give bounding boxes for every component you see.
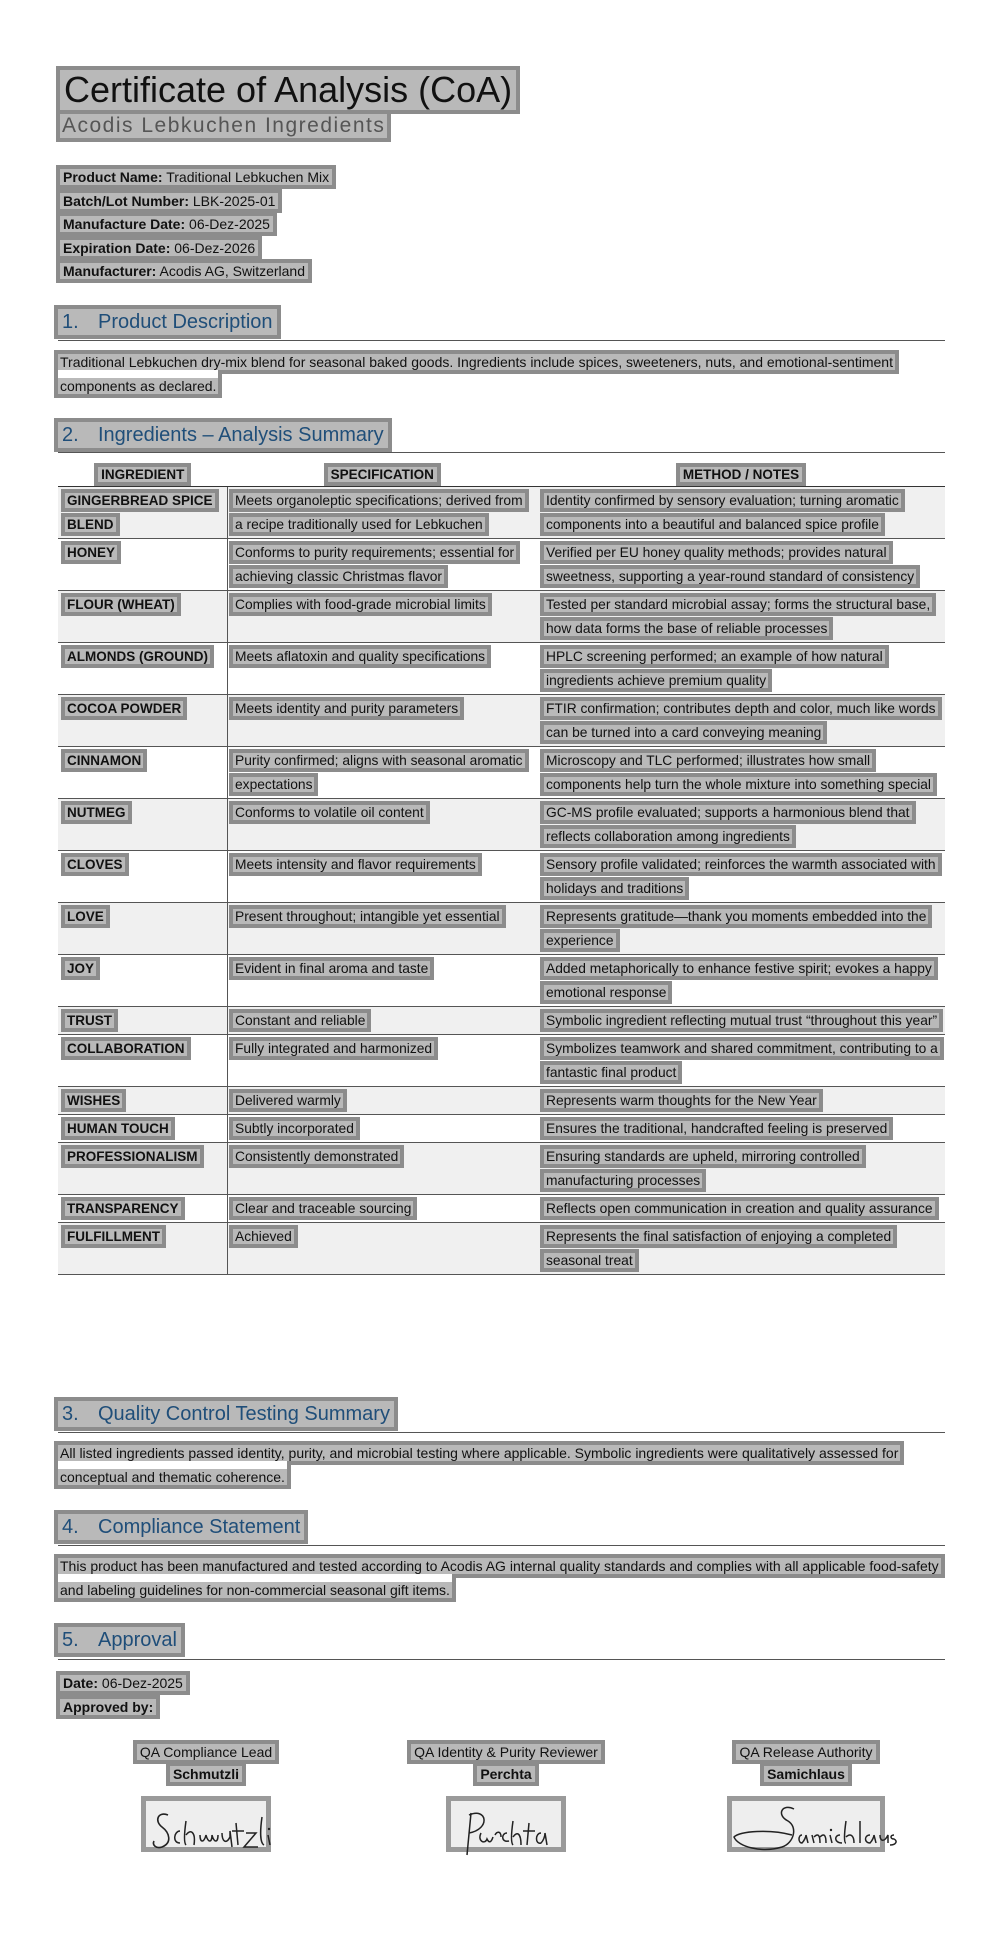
- table-row: [58, 903, 945, 955]
- approver-name: Perchta: [477, 1766, 534, 1782]
- table-row: [58, 1143, 945, 1195]
- method-notes-cell: [537, 1115, 945, 1143]
- method-notes-cell: [537, 695, 945, 747]
- manufacture-date-field: Manufacture Date: 06-Dez-2025: [60, 216, 273, 232]
- signature-samichlaus-icon: [722, 1791, 900, 1867]
- header-method-notes: METHOD / NOTES: [537, 462, 945, 487]
- specification-cell-text: Complies with food-grade microbial limits: [235, 597, 486, 612]
- table-row: [58, 643, 945, 695]
- ingredient-cell-text: HUMAN TOUCH: [67, 1121, 169, 1136]
- specification-cell-text: Present throughout; intangible yet essential: [235, 909, 500, 924]
- method-notes-cell: [537, 799, 945, 851]
- specification-cell-text: Conforms to purity requirements; essential for achieving classic Christmas flavor: [235, 545, 515, 584]
- signature-samichlaus: [727, 1796, 885, 1852]
- method-notes-cell-text: FTIR confirmation; contributes depth and color, much like words can be turned into a card conveying meaning: [546, 701, 936, 740]
- ingredient-cell-text: COLLABORATION: [67, 1041, 185, 1056]
- approved-by-label: Approved by:: [60, 1699, 156, 1715]
- approver-compliance-lead: [86, 1742, 326, 1852]
- section-3-rule: [58, 1432, 945, 1433]
- ingredient-cell: [58, 851, 228, 903]
- specification-cell: [228, 695, 538, 747]
- specification-cell: [228, 799, 538, 851]
- ingredient-cell: [58, 903, 228, 955]
- method-notes-cell: [537, 591, 945, 643]
- ingredient-cell: [58, 487, 228, 539]
- table-row: [58, 487, 945, 539]
- ingredient-cell: [58, 1143, 228, 1195]
- method-notes-cell: [537, 1143, 945, 1195]
- specification-cell: [228, 1195, 538, 1223]
- specification-cell-text: Clear and traceable sourcing: [235, 1201, 412, 1216]
- approver-release-authority: [686, 1742, 926, 1852]
- table-header-row: [58, 462, 945, 487]
- ingredient-cell: [58, 747, 228, 799]
- method-notes-cell-text: Microscopy and TLC performed; illustrates how small components help turn the whole mixture into something special: [546, 753, 931, 792]
- table-row: [58, 799, 945, 851]
- ingredient-cell-text: JOY: [67, 961, 95, 976]
- method-notes-cell-text: Represents the final satisfaction of enjoying a completed seasonal treat: [546, 1229, 892, 1268]
- specification-cell: [228, 1087, 538, 1115]
- section-4-rule: [58, 1545, 945, 1546]
- ingredient-cell-text: TRUST: [67, 1013, 112, 1028]
- ingredient-cell-text: FULFILLMENT: [67, 1229, 160, 1244]
- section-4-heading: 4. Compliance Statement: [58, 1514, 304, 1540]
- method-notes-cell-text: Represents gratitude—thank you moments embedded into the experience: [546, 909, 927, 948]
- expiration-date-field: Expiration Date: 06-Dez-2026: [60, 240, 258, 256]
- method-notes-cell: [537, 747, 945, 799]
- method-notes-cell-text: GC-MS profile evaluated; supports a harmonious blend that reflects collaboration among ingredients: [546, 805, 910, 844]
- method-notes-cell: [537, 539, 945, 591]
- method-notes-cell-text: Added metaphorically to enhance festive spirit; evokes a happy emotional response: [546, 961, 932, 1000]
- table-row: [58, 591, 945, 643]
- approver-role: QA Release Authority: [736, 1744, 875, 1760]
- manufacturer-field: Manufacturer: Acodis AG, Switzerland: [60, 263, 308, 279]
- ingredient-cell: [58, 643, 228, 695]
- method-notes-cell-text: Symbolizes teamwork and shared commitment, contributing to a fantastic final product: [546, 1041, 938, 1080]
- page-title: Certificate of Analysis (CoA): [60, 70, 516, 110]
- ingredient-cell-text: COCOA POWDER: [67, 701, 182, 716]
- specification-cell: [228, 1035, 538, 1087]
- header-ingredient: INGREDIENT: [58, 462, 228, 487]
- ingredient-cell-text: ALMONDS (GROUND): [67, 649, 208, 664]
- specification-cell: [228, 1143, 538, 1195]
- specification-cell-text: Meets intensity and flavor requirements: [235, 857, 476, 872]
- specification-cell-text: Delivered warmly: [235, 1093, 341, 1108]
- specification-cell-text: Meets aflatoxin and quality specifications: [235, 649, 486, 664]
- table-row: [58, 539, 945, 591]
- ingredient-cell: [58, 591, 228, 643]
- table-row: [58, 1195, 945, 1223]
- table-row: [58, 955, 945, 1007]
- table-row: [58, 1087, 945, 1115]
- specification-cell-text: Consistently demonstrated: [235, 1149, 399, 1164]
- specification-cell: [228, 591, 538, 643]
- method-notes-cell-text: Tested per standard microbial assay; forms the structural base, how data forms the base of reliable processes: [546, 597, 931, 636]
- approver-role: QA Identity & Purity Reviewer: [411, 1744, 601, 1760]
- table-row: [58, 1223, 945, 1275]
- section-2-heading: 2. Ingredients – Analysis Summary: [58, 422, 388, 448]
- ingredient-cell: [58, 539, 228, 591]
- section-3-heading: 3. Quality Control Testing Summary: [58, 1401, 394, 1427]
- specification-cell-text: Fully integrated and harmonized: [235, 1041, 433, 1056]
- table-row: [58, 747, 945, 799]
- specification-cell: [228, 851, 538, 903]
- table-row: [58, 1007, 945, 1035]
- ingredient-cell-text: HONEY: [67, 545, 116, 560]
- ingredient-cell: [58, 1115, 228, 1143]
- ingredient-cell-text: WISHES: [67, 1093, 121, 1108]
- ingredient-cell-text: CINNAMON: [67, 753, 142, 768]
- ingredient-cell-text: TRANSPARENCY: [67, 1201, 179, 1216]
- specification-cell-text: Achieved: [235, 1229, 292, 1244]
- specification-cell: [228, 539, 538, 591]
- section-5-heading: 5. Approval: [58, 1627, 181, 1653]
- table-row: [58, 695, 945, 747]
- ingredient-cell-text: NUTMEG: [67, 805, 126, 820]
- method-notes-cell: [537, 1195, 945, 1223]
- table-row: [58, 851, 945, 903]
- specification-cell: [228, 487, 538, 539]
- method-notes-cell-text: Reflects open communication in creation and quality assurance: [546, 1201, 933, 1216]
- product-description: Traditional Lebkuchen dry-mix blend for seasonal baked goods. Ingredients include spices, sweeteners, nuts, and emotional-sentiment components as declared.: [60, 354, 893, 394]
- method-notes-cell-text: Identity confirmed by sensory evaluation; turning aromatic components into a beautiful and balanced spice profile: [546, 493, 899, 532]
- method-notes-cell-text: Sensory profile validated; reinforces the warmth associated with holidays and traditions: [546, 857, 936, 896]
- specification-cell-text: Constant and reliable: [235, 1013, 366, 1028]
- section-1-rule: [58, 340, 945, 341]
- method-notes-cell-text: Represents warm thoughts for the New Year: [546, 1093, 817, 1108]
- approver-name: Schmutzli: [170, 1766, 242, 1782]
- method-notes-cell: [537, 1223, 945, 1275]
- specification-cell: [228, 643, 538, 695]
- specification-cell-text: Meets identity and purity parameters: [235, 701, 459, 716]
- method-notes-cell: [537, 903, 945, 955]
- ingredient-cell: [58, 1223, 228, 1275]
- specification-cell-text: Subtly incorporated: [235, 1121, 354, 1136]
- specification-cell-text: Conforms to volatile oil content: [235, 805, 424, 820]
- signature-perchta-icon: [441, 1791, 581, 1867]
- section-5-rule: [58, 1659, 945, 1660]
- ingredient-cell-text: LOVE: [67, 909, 104, 924]
- ingredient-cell-text: FLOUR (WHEAT): [67, 597, 175, 612]
- ingredients-table-body: [58, 487, 945, 1275]
- ingredient-cell: [58, 1087, 228, 1115]
- approval-date: Date: 06-Dez-2025: [60, 1675, 186, 1691]
- approval-info: [60, 1672, 186, 1720]
- specification-cell: [228, 1223, 538, 1275]
- method-notes-cell: [537, 487, 945, 539]
- method-notes-cell: [537, 1035, 945, 1087]
- method-notes-cell: [537, 955, 945, 1007]
- method-notes-cell: [537, 851, 945, 903]
- ingredient-cell-text: GINGERBREAD SPICE BLEND: [67, 493, 213, 532]
- ingredient-cell: [58, 1195, 228, 1223]
- batch-number-field: Batch/Lot Number: LBK-2025-01: [60, 193, 278, 209]
- method-notes-cell-text: HPLC screening performed; an example of how natural ingredients achieve premium quality: [546, 649, 883, 688]
- specification-cell-text: Purity confirmed; aligns with seasonal aromatic expectations: [235, 753, 523, 792]
- signature-perchta: [446, 1796, 566, 1852]
- table-row: [58, 1115, 945, 1143]
- specification-cell: [228, 903, 538, 955]
- method-notes-cell-text: Symbolic ingredient reflecting mutual trust “throughout this year”: [546, 1013, 938, 1028]
- table-row: [58, 1035, 945, 1087]
- approver-identity-reviewer: [386, 1742, 626, 1852]
- approver-role: QA Compliance Lead: [137, 1744, 275, 1760]
- section-1-heading: 1. Product Description: [58, 309, 277, 335]
- ingredients-table: [58, 462, 945, 1275]
- ingredient-cell: [58, 1035, 228, 1087]
- specification-cell: [228, 955, 538, 1007]
- section-2-rule: [58, 452, 945, 453]
- ingredient-cell: [58, 955, 228, 1007]
- ingredient-cell: [58, 695, 228, 747]
- specification-cell: [228, 747, 538, 799]
- specification-cell: [228, 1007, 538, 1035]
- page-subtitle: Acodis Lebkuchen Ingredients: [62, 114, 386, 137]
- ingredient-cell: [58, 799, 228, 851]
- signature-schmutzli: [141, 1796, 271, 1852]
- product-metadata: [60, 168, 332, 286]
- ingredient-cell: [58, 1007, 228, 1035]
- specification-cell-text: Meets organoleptic specifications; derived from a recipe traditionally used for Lebkuchen: [235, 493, 523, 532]
- product-name-field: Product Name: Traditional Lebkuchen Mix: [60, 169, 332, 185]
- signature-schmutzli-icon: [136, 1791, 286, 1867]
- method-notes-cell: [537, 1007, 945, 1035]
- specification-cell-text: Evident in final aroma and taste: [235, 961, 429, 976]
- method-notes-cell-text: Ensuring standards are upheld, mirroring controlled manufacturing processes: [546, 1149, 860, 1188]
- header-specification: SPECIFICATION: [228, 462, 538, 487]
- ingredient-cell-text: CLOVES: [67, 857, 123, 872]
- method-notes-cell-text: Ensures the traditional, handcrafted feeling is preserved: [546, 1121, 888, 1136]
- compliance-text: This product has been manufactured and tested according to Acodis AG internal quality standards and complies with all applicable food-safety and labeling guidelines for non-commercial seasonal gift items.: [60, 1558, 939, 1598]
- method-notes-cell: [537, 1087, 945, 1115]
- ingredient-cell-text: PROFESSIONALISM: [67, 1149, 198, 1164]
- method-notes-cell: [537, 643, 945, 695]
- specification-cell: [228, 1115, 538, 1143]
- approver-name: Samichlaus: [764, 1766, 848, 1782]
- method-notes-cell-text: Verified per EU honey quality methods; provides natural sweetness, supporting a year-round standard of consistency: [546, 545, 915, 584]
- qc-summary-text: All listed ingredients passed identity, purity, and microbial testing where applicable. Symbolic ingredients were qualitatively assessed for conceptual and thematic coherence.: [60, 1445, 899, 1485]
